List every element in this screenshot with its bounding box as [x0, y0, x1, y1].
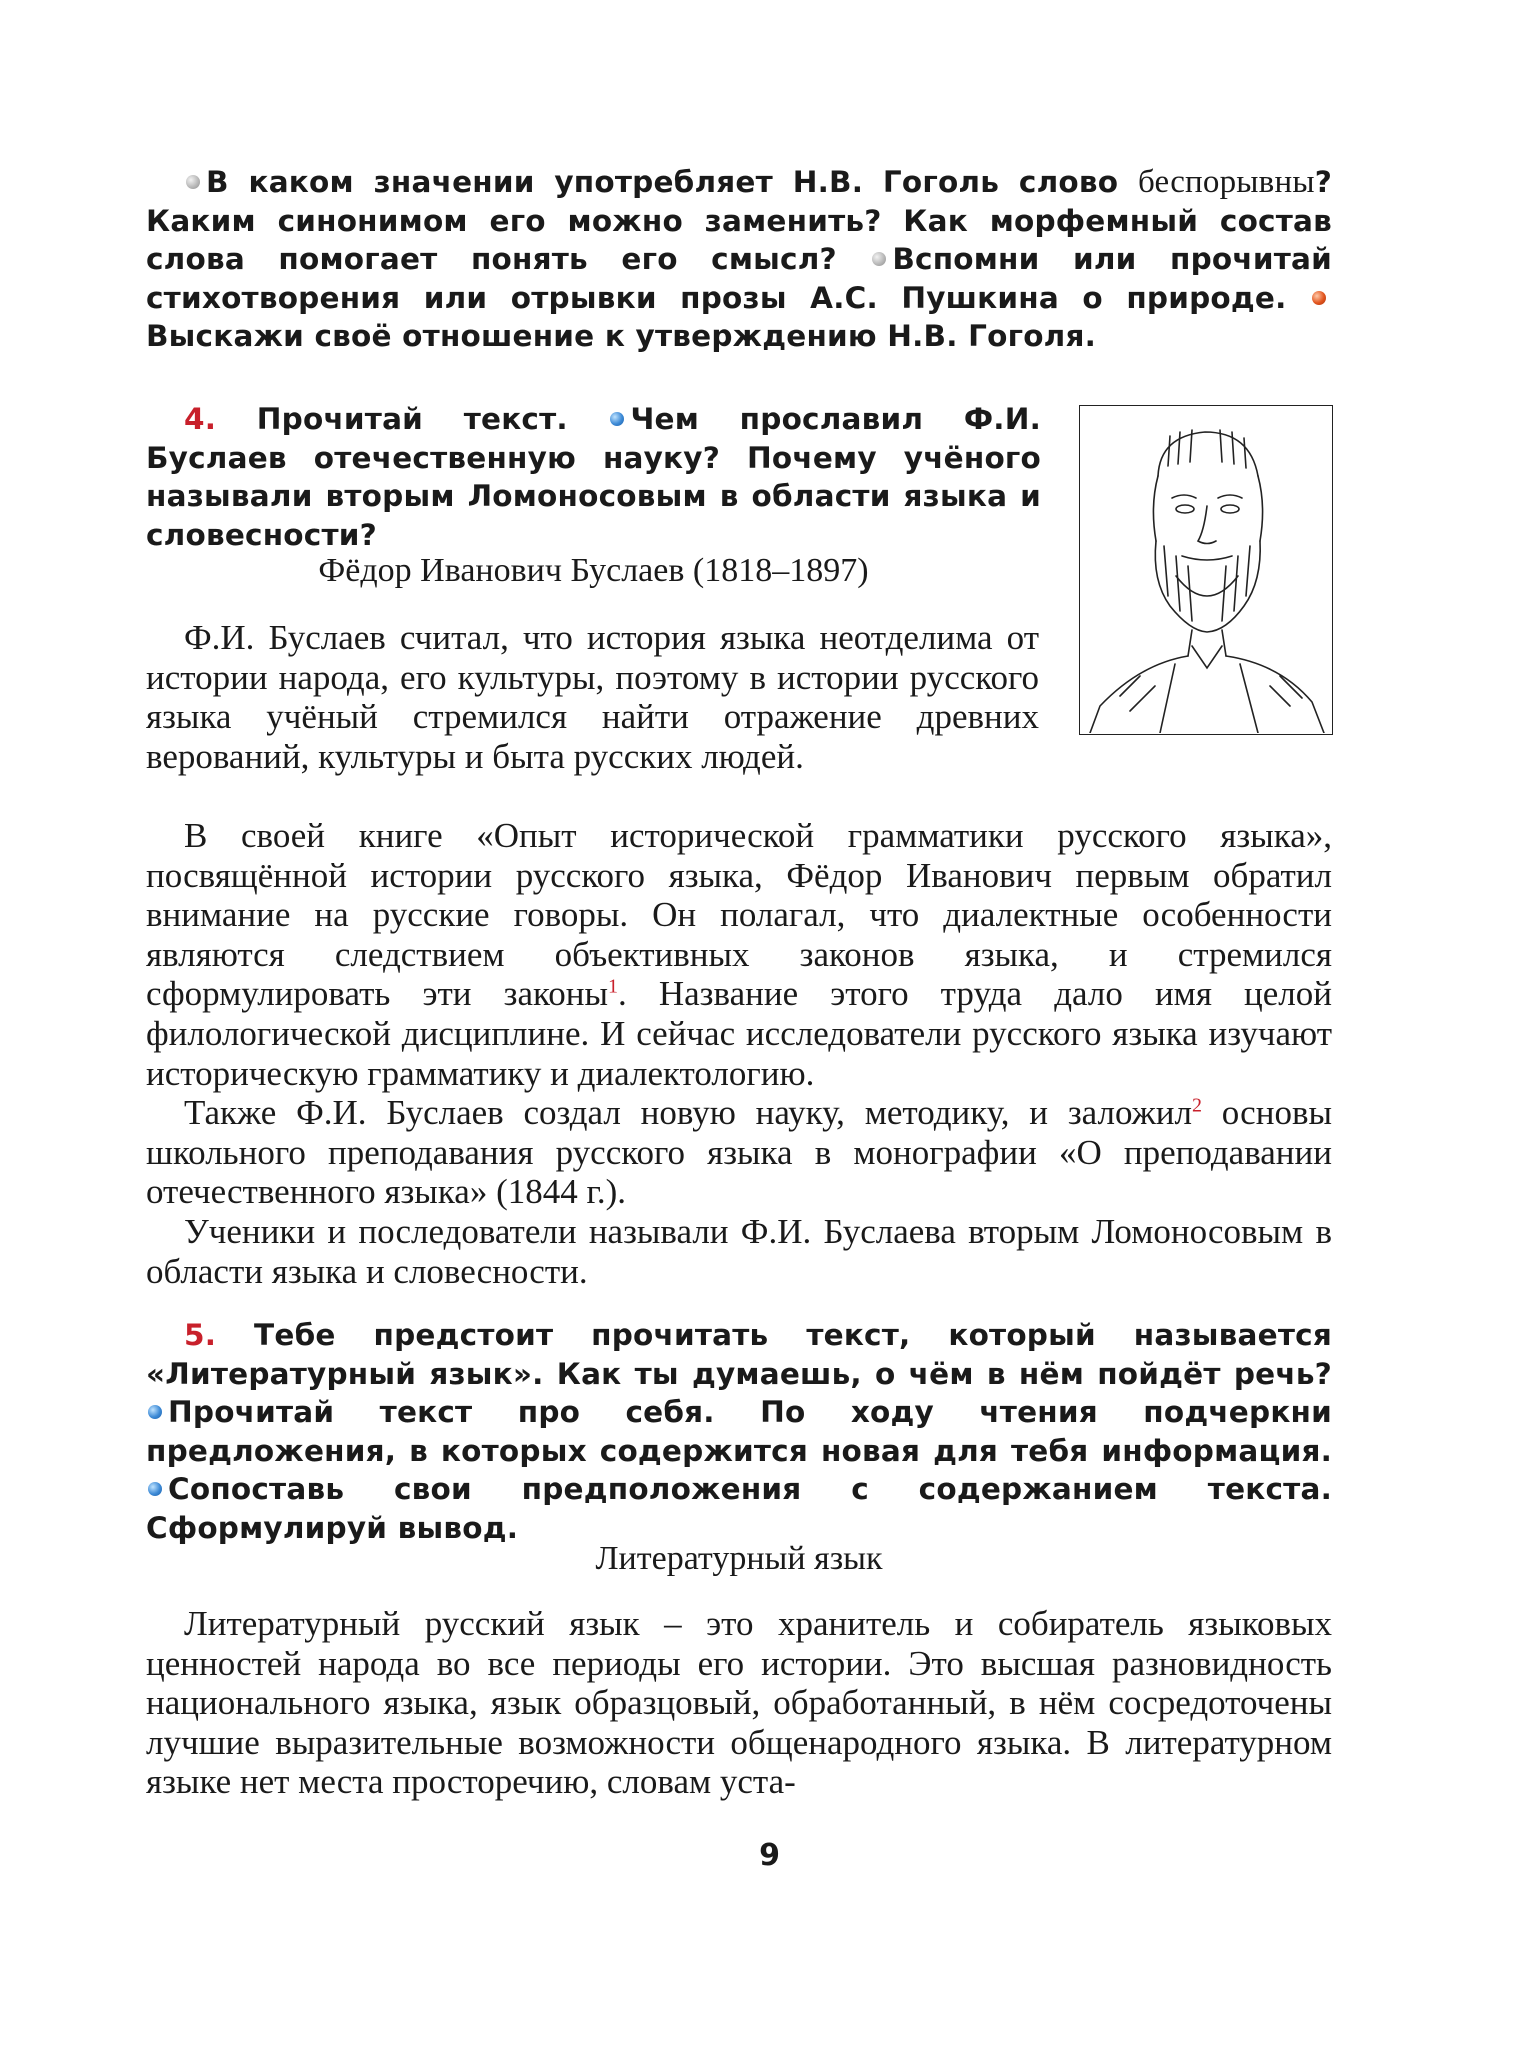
task4-number: 4.: [184, 402, 217, 436]
task4-part1: Прочитай текст.: [216, 402, 609, 436]
task4-p3a: Также Ф.И. Буслаев создал новую науку, методику, и заложил: [184, 1093, 1192, 1133]
task5-part2: Прочитай текст про себя. По ходу чтения подчеркни предложения, в которых содержится новая для тебя информация.: [146, 1395, 1332, 1468]
task3-q1a: В каком значении употребляет Н.В. Гоголь слово: [206, 165, 1138, 199]
task3-q3: Выскажи своё отношение к утверждению Н.В. Гоголя.: [146, 319, 1097, 353]
task3-q2: Вспомни или прочитай стихотворения или отрывки прозы А.С. Пушкина о природе.: [146, 242, 1333, 315]
task5-part3: Сопоставь свои предположения с содержанием текста. Сформулируй вывод.: [146, 1472, 1332, 1545]
task5-part1: Тебе предстоит прочитать текст, который называется «Литературный язык». Как ты думаешь, о чём в нём пойдёт речь?: [146, 1318, 1332, 1391]
blue-bullet-icon: [610, 412, 624, 426]
task4-p2b: . Название этого труда дало имя целой филологической дисциплине. И сейчас исследователи русского языка изучают историческую грамматику и диалектологию.: [146, 974, 1333, 1093]
gray-bullet-icon: [872, 252, 886, 266]
task4-paragraph-4: Ученики и последователи называли Ф.И. Буслаева вторым Ломоносовым в области языка и словесности.: [146, 1211, 1332, 1291]
task5-instruction: [146, 1316, 1332, 1547]
task4-text: [146, 618, 1039, 776]
task4-paragraph-1: Ф.И. Буслаев считал, что история языка неотделима от истории народа, его культуры, поэтому в истории русского языка учёный стремился найти отражение древних верований, культуры и быта русских людей.: [146, 618, 1039, 776]
task4-paragraph-2: [146, 816, 1332, 1093]
footnote-mark-1: 1: [608, 975, 618, 998]
task4-p3b: основы школьного преподавания русского языка в монографии «О преподавании отечественного языка» (1844 г.).: [146, 1093, 1332, 1212]
task4-p2a: В своей книге «Опыт исторической грамматики русского языка», посвящённой истории русского языка, Фёдор Иванович первым обратил внимание на русские говоры. Он полагал, что диалектные особенности являются следствием объективных законов языка, и стремился сформулировать эти законы: [146, 816, 1332, 1014]
task5-paragraph-1: Литературный русский язык – это хранитель и собиратель языковых ценностей народа во все периоды его истории. Это высшая разновидность национального языка, язык образцовый, обработанный, в нём сосредоточены лучшие выразительные возможности общенародного языка. В литературном языке нет места просторечию, словам уста-: [146, 1604, 1332, 1802]
task5-title: Литературный язык: [595, 1540, 883, 1577]
buslaev-portrait: [1079, 405, 1333, 735]
gray-bullet-icon: [186, 175, 200, 189]
task4-paragraph-3: [146, 1093, 1332, 1212]
task5-number: 5.: [184, 1318, 217, 1352]
page-number: 9: [759, 1838, 780, 1873]
task3-q1b: ? Каким синонимом его можно заменить? Как морфемный состав слова помогает понять его смысл?: [146, 165, 1332, 276]
task4-text-continued: [146, 816, 1332, 1291]
task5-text: [146, 1604, 1332, 1802]
blue-bullet-icon: [148, 1482, 162, 1496]
task3-questions: [146, 163, 1332, 356]
blue-bullet-icon: [148, 1405, 162, 1419]
footnote-mark-2: 2: [1192, 1094, 1202, 1117]
red-bullet-icon: [1312, 291, 1326, 305]
task3-word: беспорывны: [1137, 164, 1315, 200]
portrait-illustration: [1080, 406, 1331, 733]
task4-part2: Чем прославил Ф.И. Буслаев отечественную науку? Почему учёного называли вторым Ломоносовым в области языка и словесности?: [146, 402, 1041, 552]
task4-title: Фёдор Иванович Буслаев (1818–1897): [318, 552, 869, 589]
task4-instruction: [146, 400, 1041, 554]
